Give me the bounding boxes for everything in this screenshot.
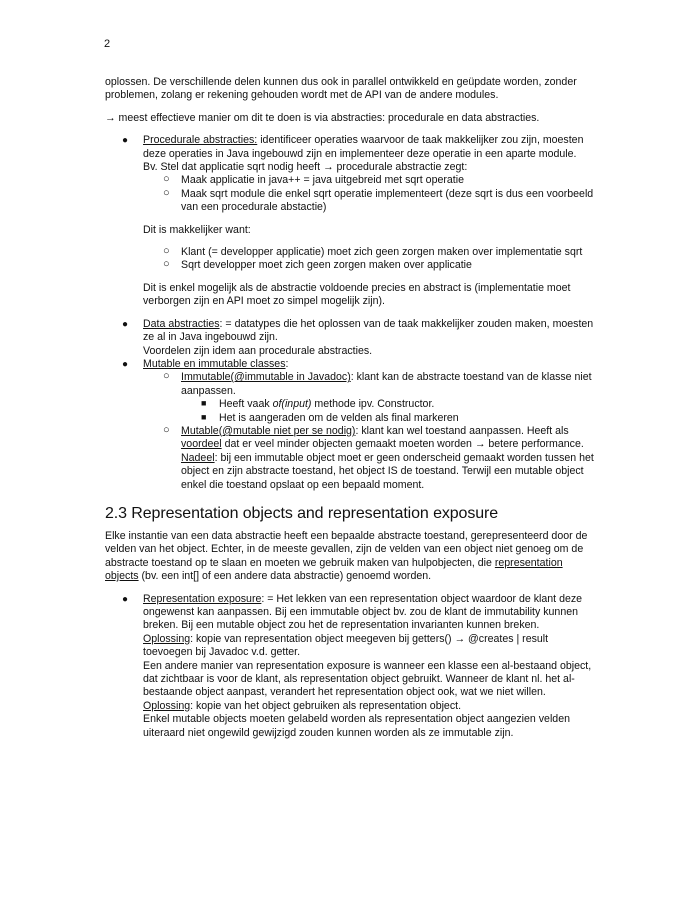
easier-item: ○ Klant (= developper applicatie) moet zich geen zorgen maken over implementatie sqrt [163,245,583,259]
immutable-item: ○ Immutable(@immutable in Javadoc): klant kan de abstracte toestand van de klasse niet aanpassen. [163,370,592,397]
example-item: ○ Maak sqrt module die enkel sqrt operatie implementeert (deze sqrt is dus een voorbeeld van een procedurale abstactie) [163,186,594,214]
immutable-subitem: ■ Heeft vaak of(input) methode ipv. Constructor. [201,398,435,411]
example-line: Bv. Stel dat applicatie sqrt nodig heeft → procedurale abstractie zegt: [143,161,468,174]
bullet-marker: ● [122,318,129,330]
paragraph-intro: oplossen. De verschillende delen kunnen dus ook in parallel ontwikkeld en geüpdate worden, zonder problemen, zolang er rekening gehouden wordt met de API van de andere modules. [105,76,577,102]
bullet-data-abstractions: ● Data abstracties: = datatypes die het oplossen van de taak makkelijker zouden maken, moesten ze al in Java ingebouwd zijn. Voordelen zijn idem aan procedurale abstracties. [122,317,594,357]
bullet-procedural: ● Procedurale abstracties: identificeer operaties waarvoor de taak makkelijker zou zijn, moesten deze operaties in Java ingebouwd zijn en implementeer deze operatie in een aparte module. Bv. Stel dat applicatie sqrt nodig heeft → procedurale abstractie zegt: ○ Maak applicatie in java++ = java uitgebreid met sqrt operatie ○ Maak sqrt module die enkel sqrt operatie implementeert (deze sqrt is dus een voorbeeld van een procedurale abstactie) Dit is makkelijker want: ○ Klant (= developper applicatie) moet zich geen zorgen maken over implementatie sqrt ○ Sqrt developper moet zich geen zorgen maken over applicatie Dit is enkel mogelijk als de abstractie voldoende precies en abstract is (implementatie moet verborgen zijn en API moet zo simpel mogelijk zijn). [122,134,594,308]
bullet-mutable: ● Mutable en immutable classes: ○ Immutable(@immutable in Javadoc): klant kan de abstracte toestand van de klasse niet aanpassen. [105,358,595,398]
paragraph-abstractions: → meest effectieve manier om dit te doen is via abstracties: procedurale en data abstracties. [105,111,540,124]
example-item: ○ Maak applicatie in java++ = java uitgebreid met sqrt operatie [163,173,464,187]
paragraph-representation: Elke instantie van een data abstractie heeft een bepaalde abstracte toestand, gerepresenteerd door de velden van het object. Echter, in de meeste gevallen, zijn de velden van een object niet genoeg om de abstracte toestand op te slaan en moeten we gebruik maken van hulpobjecten, die representation objects (bv. een int[] of een andere data abstractie) genoemd worden. [105,529,588,583]
easier-line: Dit is makkelijker want: [143,223,251,236]
easier-item: ○ Sqrt developper moet zich geen zorgen maken over applicatie [163,258,472,272]
bullet-marker: ● [122,135,129,147]
term-procedural: Procedurale abstracties: [143,134,258,147]
term-mutable-classes: Mutable en immutable classes [143,357,286,370]
term-rep-exposure: Representation exposure [143,592,262,605]
mutable-item: ○ Mutable(@mutable niet per se nodig): klant kan wel toestand aanpassen. Heeft als voordeel dat er veel minder objecten gemaakt moeten worden → betere performance. Nadeel: bij een immutable object moet er geen onderscheid gemaakt worden tussen het object en zijn abstracte toestand, het object IS de toestand. Terwijl een mutable object enkel die toestand opslaat op een bepaald moment. [163,423,594,491]
bullet-marker: ● [122,358,129,370]
term-data-abstractions: Data abstracties [143,317,220,330]
bullet-representation-exposure: ● Representation exposure: = Het lekken van een representation object waardoor de klant deze ongewenst kan aanpassen. Bij een immutable object bv. zou de klant de immutability kunnen breken. Bij een mutable object zou het de representation invarianten kunnen breken. Oplossing: kopie van representation object meegeven bij getters() → @creates | result toevoegen bij Javadoc v.d. getter. Een andere manier van representation exposure is wanneer een klasse een al-bestaand object, dat zichtbaar is voor de klant, als representation object gebruikt. Wanneer de klant nl. het al-bestaande object aanpast, verandert het representation object ook, wat we niet willen. Oplossing: kopie van het object gebruiken als representation object. Enkel mutable objects moeten gelabeld worden als representation object aangezien velden uiteraard niet ongewild gewijzigd zouden kunnen worden als ze immutable zijn. [122,592,592,739]
page-number: 2 [104,38,111,50]
immutable-subitem: ■ Het is aangeraden om de velden als final markeren [201,411,459,424]
only-line: Dit is enkel mogelijk als de abstractie voldoende precies en abstract is (implementatie moet verborgen zijn en API moet zo simpel mogelijk zijn). [143,281,571,308]
page-content [105,76,595,740]
section-heading: 2.3 Representation objects and representation exposure [105,504,499,522]
bullet-marker: ● [122,593,129,605]
